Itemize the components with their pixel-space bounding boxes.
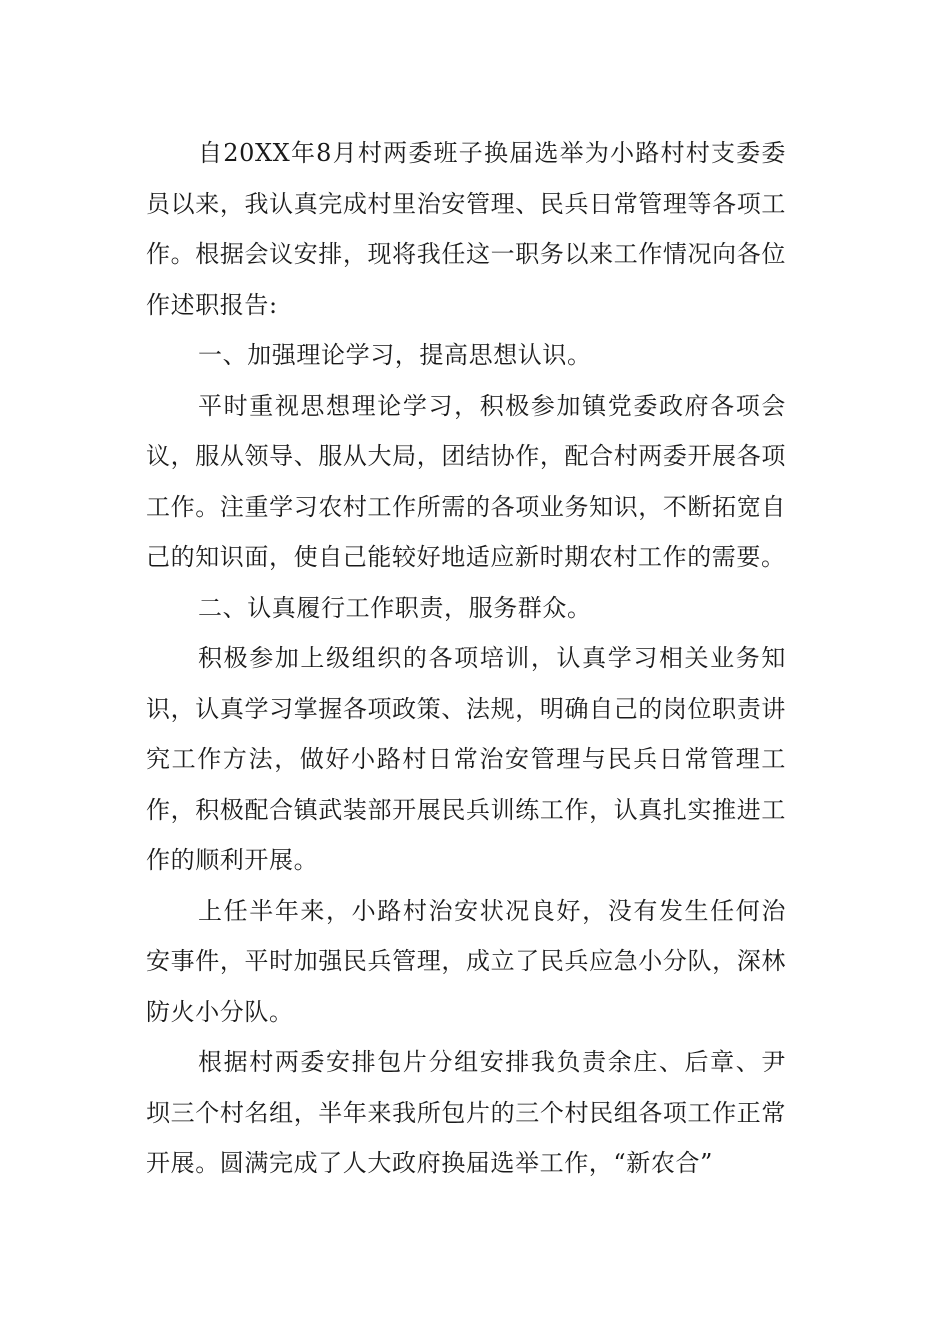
paragraph-theory-study: 平时重视思想理论学习，积极参加镇党委政府各项会议，服从领导、服从大局，团结协作，配合村两委开展各项工作。注重学习农村工作所需的各项业务知识，不断拓宽自己的知识面，使自己能较好地适应新时期农村工作的需要。 [146, 391, 786, 571]
paragraph-group-work: 根据村两委安排包片分组安排我负责余庄、后章、尹坝三个村名组，半年来我所包片的三个村民组各项工作正常开展。圆满完成了人大政府换届选举工作，“新农合” [146, 1048, 786, 1177]
paragraph-security-status: 上任半年来，小路村治安状况良好，没有发生任何治安事件，平时加强民兵管理，成立了民兵应急小分队，深林防火小分队。 [146, 896, 786, 1026]
document-body [146, 128, 786, 1189]
heading-section-1: 一、加强理论学习，提高思想认识。 [198, 341, 592, 369]
paragraph-intro: 自20XX年8月村两委班子换届选举为小路村村支委委员以来，我认真完成村里治安管理、民兵日常管理等各项工作。根据会议安排，现将我任这一职务以来工作情况向各位作述职报告: [146, 139, 786, 319]
heading-section-2: 二、认真履行工作职责，服务群众。 [198, 593, 592, 622]
paragraph-training: 积极参加上级组织的各项培训，认真学习相关业务知识，认真学习掌握各项政策、法规，明确自己的岗位职责讲究工作方法，做好小路村日常治安管理与民兵日常管理工作，积极配合镇武装部开展民兵训练工作，认真扎实推进工作的顺利开展。 [146, 644, 786, 874]
